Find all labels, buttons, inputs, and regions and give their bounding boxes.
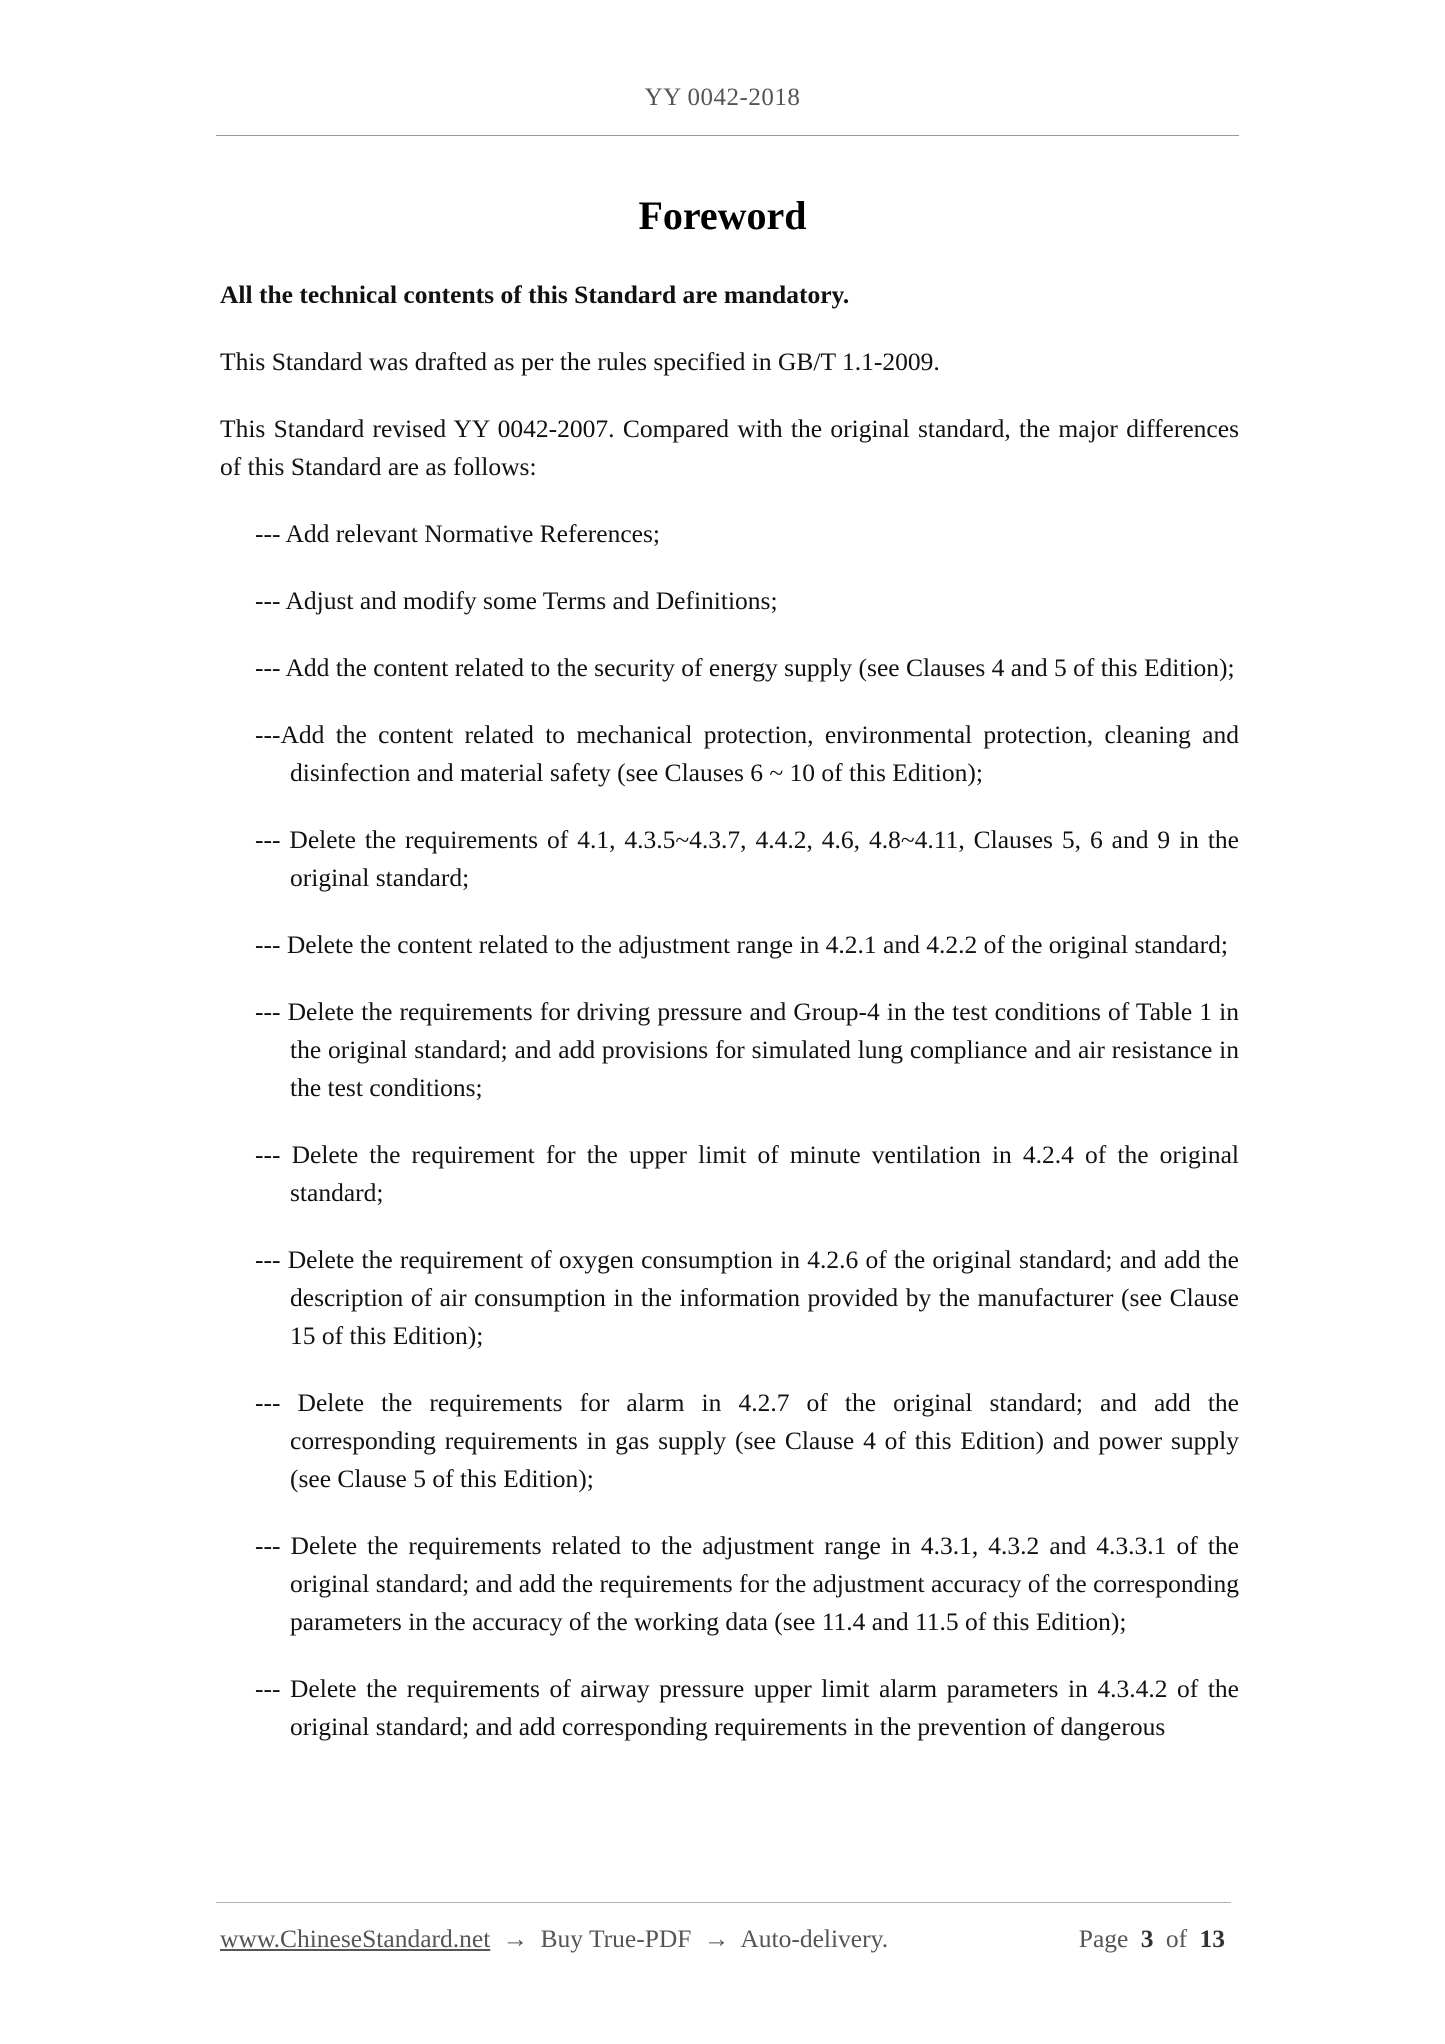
page-title: Foreword	[638, 193, 807, 238]
page-total: 13	[1199, 1924, 1225, 1953]
difference-item: --- Delete the requirements for alarm in 4.2.7 of the original standard; and add the corresponding requirements in gas supply (see Clause 4 of this Edition) and power supply (see Clause 5 of this Edition);	[255, 1388, 1239, 1493]
page-current: 3	[1140, 1924, 1154, 1953]
difference-item: --- Add the content related to the security of energy supply (see Clauses 4 and 5 of this Edition);	[255, 653, 1235, 682]
page-word: Page	[1078, 1924, 1129, 1953]
drafting-rules-paragraph: This Standard was drafted as per the rules specified in GB/T 1.1-2009.	[220, 347, 940, 376]
difference-item: --- Delete the requirement of oxygen consumption in 4.2.6 of the original standard; and add the description of air consumption in the information provided by the manufacturer (see Clause 15 of this Edition);	[255, 1245, 1239, 1350]
difference-item: ---Add the content related to mechanical protection, environmental protection, cleaning and disinfection and material safety (see Clauses 6 ~ 10 of this Edition);	[255, 720, 1239, 787]
site-link[interactable]: www.ChineseStandard.net	[220, 1924, 491, 1953]
document-body	[220, 276, 1239, 1775]
difference-item: --- Delete the requirements of airway pressure upper limit alarm parameters in 4.3.4.2 of the original standard; and add corresponding requirements in the prevention of dangerous	[255, 1674, 1239, 1741]
mandatory-statement: All the technical contents of this Standard are mandatory.	[220, 280, 850, 309]
auto-delivery-text: Auto-delivery.	[740, 1924, 889, 1953]
revision-paragraph: This Standard revised YY 0042-2007. Compared with the original standard, the major differences of this Standard are as follows:	[220, 414, 1239, 481]
arrow-right-icon: →	[703, 1924, 730, 1953]
header-divider	[216, 135, 1239, 136]
header-code: YY 0042-2018	[644, 84, 801, 111]
difference-item: --- Delete the requirements related to the adjustment range in 4.3.1, 4.3.2 and 4.3.3.1 of the original standard; and add the requirements for the adjustment accuracy of the corresponding parameters in the accuracy of the working data (see 11.4 and 11.5 of this Edition);	[255, 1531, 1239, 1636]
buy-pdf-text: Buy True-PDF	[540, 1924, 692, 1953]
difference-item: --- Delete the requirement for the upper limit of minute ventilation in 4.2.4 of the original standard;	[255, 1140, 1239, 1207]
footer-divider	[216, 1902, 1231, 1903]
page-number	[1079, 1924, 1225, 1954]
difference-item: --- Add relevant Normative References;	[255, 519, 660, 548]
page-of: of	[1165, 1924, 1188, 1953]
difference-item: --- Delete the requirements of 4.1, 4.3.5~4.3.7, 4.4.2, 4.6, 4.8~4.11, Clauses 5, 6 and 9 in the original standard;	[255, 825, 1239, 892]
difference-item: --- Delete the content related to the adjustment range in 4.2.1 and 4.2.2 of the original standard;	[255, 930, 1228, 959]
difference-item: --- Adjust and modify some Terms and Definitions;	[255, 586, 778, 615]
arrow-right-icon: →	[502, 1924, 529, 1953]
difference-item: --- Delete the requirements for driving pressure and Group-4 in the test conditions of Table 1 in the original standard; and add provisions for simulated lung compliance and air resistance in the test conditions;	[255, 997, 1239, 1102]
footer-promo	[220, 1924, 888, 1954]
